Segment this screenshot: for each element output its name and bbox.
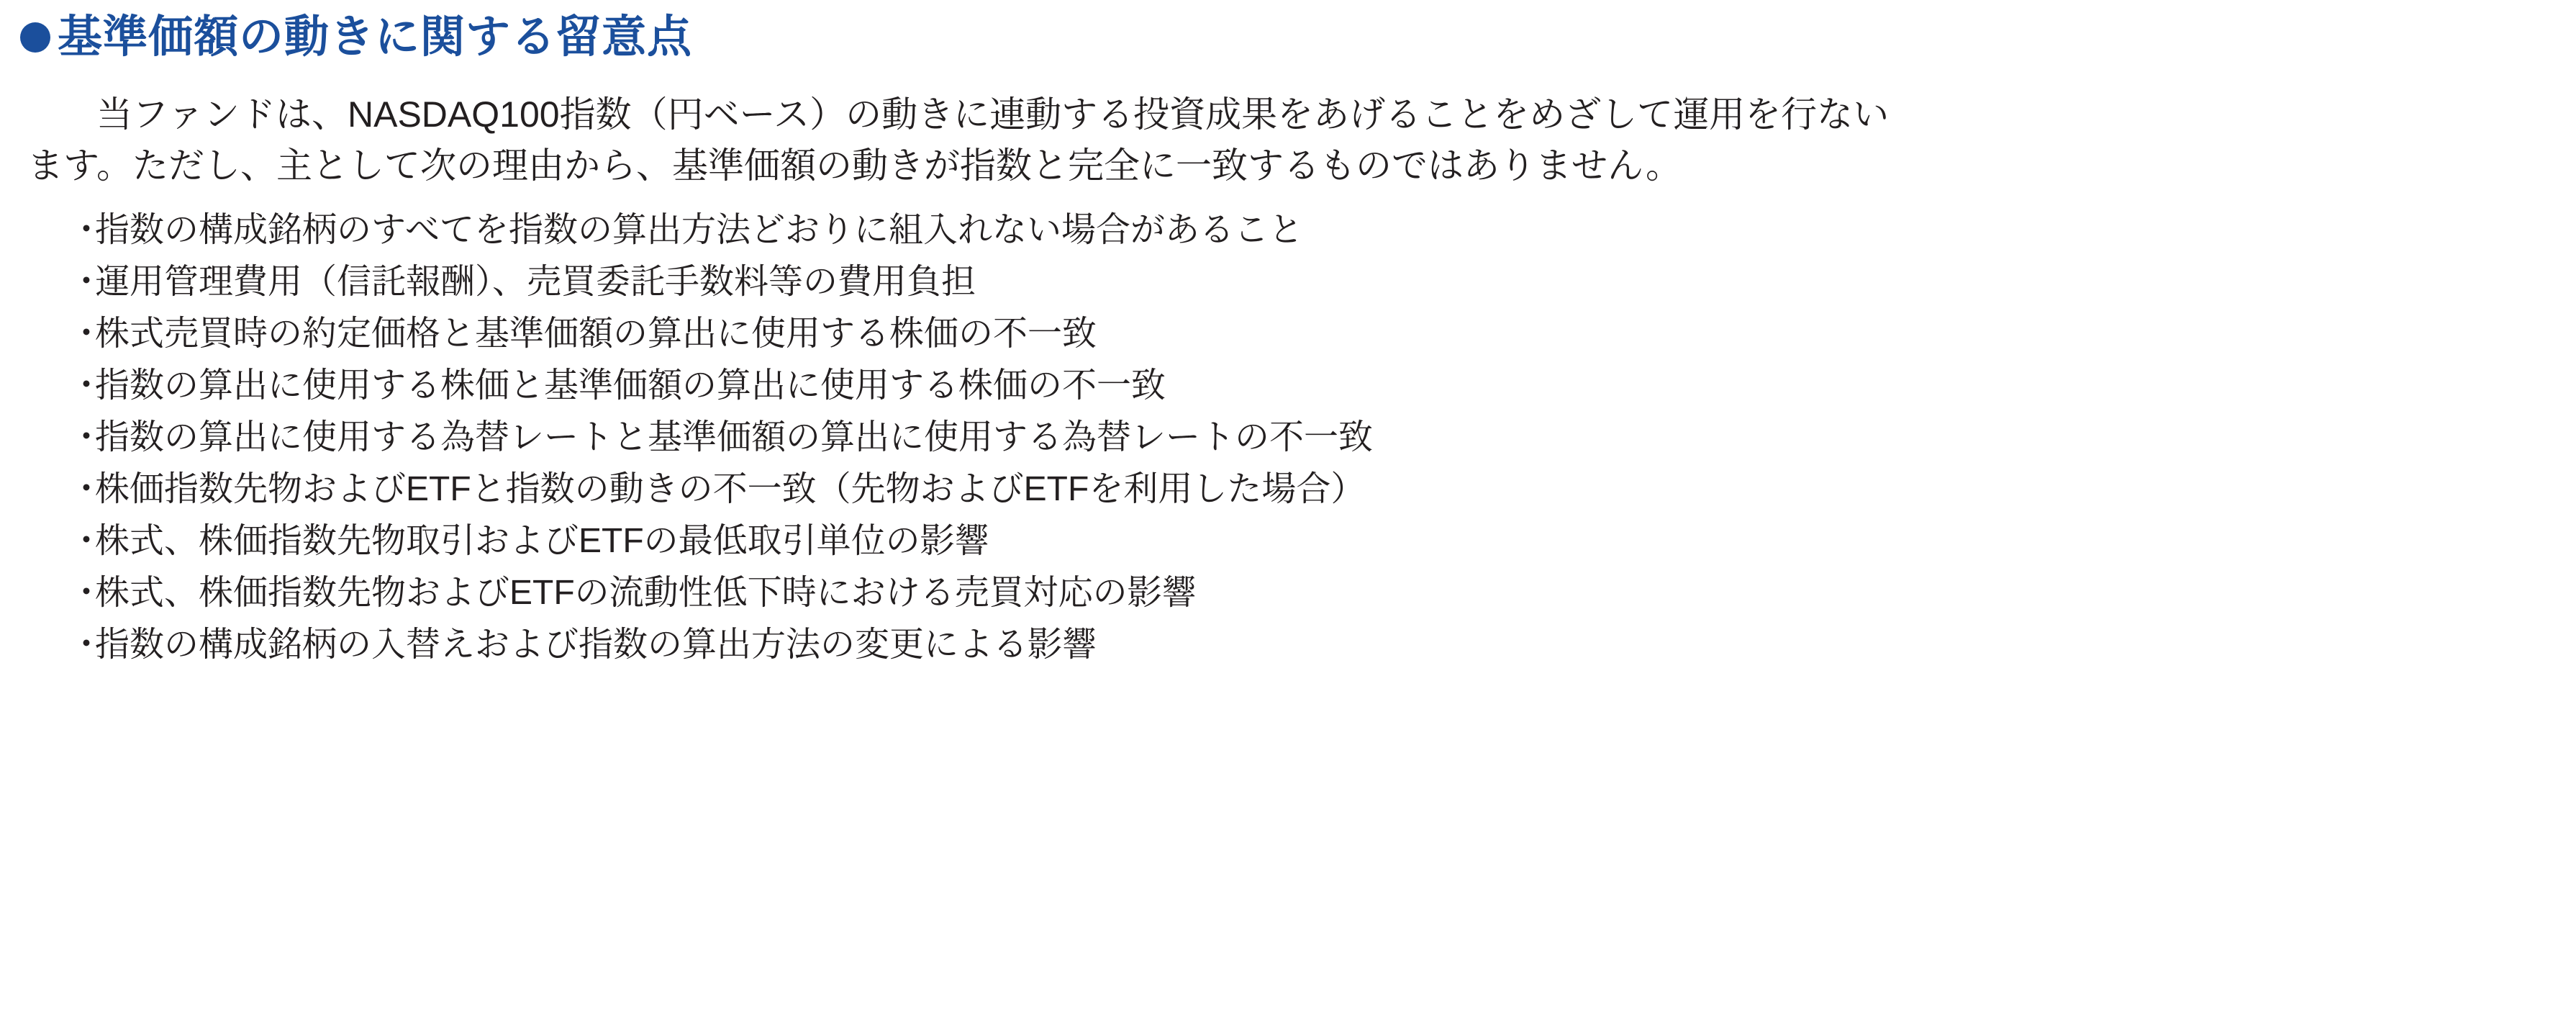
list-item [69, 574, 2576, 613]
list-item [69, 366, 2576, 405]
list-item-label: 株式売買時の約定価格と基準価額の算出に使用する株価の不一致 [95, 315, 1097, 353]
list-item-label: 株式、株価指数先物およびETFの流動性低下時における売買対応の影響 [95, 574, 1197, 613]
section-heading-text: 基準価額の動きに関する留意点 [58, 12, 693, 62]
intro-line: ます。ただし、主として次の理由から、基準価額の動きが指数と完全に一致するものではありません。 [27, 145, 1682, 186]
list-item-label: 株価指数先物およびETFと指数の動きの不一致（先物およびETFを利用した場合） [95, 470, 1366, 509]
list-item [69, 420, 2576, 455]
list-item-label: 指数の構成銘柄のすべてを指数の算出方法どおりに組入れない場合があること [95, 211, 1304, 250]
bullet-mark-icon: ・ [69, 470, 104, 509]
bullet-mark-icon: ・ [69, 315, 104, 353]
filled-circle-bullet-icon [20, 22, 50, 53]
bullet-mark-icon: ・ [69, 263, 104, 302]
list-item-label: 指数の算出に使用する為替レートと基準価額の算出に使用する為替レートの不一致 [95, 418, 1374, 457]
list-item [69, 524, 2576, 559]
list-item [69, 472, 2576, 507]
list-item [69, 628, 2576, 662]
bullet-mark-icon: ・ [69, 418, 104, 457]
document-page [0, 13, 2576, 1028]
bullet-mark-icon: ・ [69, 574, 104, 613]
list-item-label: 指数の構成銘柄の入替えおよび指数の算出方法の変更による影響 [95, 626, 1097, 664]
list-item-label: 指数の算出に使用する株価と基準価額の算出に使用する株価の不一致 [95, 366, 1166, 405]
section-heading [20, 13, 2576, 62]
list-item-label: 運用管理費用（信託報酬）、売買委託手数料等の費用負担 [95, 263, 976, 302]
list-item [69, 213, 2576, 248]
bullet-mark-icon: ・ [69, 211, 104, 250]
notes-bullet-list [69, 213, 2576, 662]
bullet-mark-icon: ・ [69, 522, 104, 561]
bullet-mark-icon: ・ [69, 366, 104, 405]
intro-paragraph [27, 89, 2547, 191]
list-item [69, 263, 2576, 302]
list-item-label: 株式、株価指数先物取引およびETFの最低取引単位の影響 [95, 522, 989, 561]
bullet-mark-icon: ・ [69, 626, 104, 664]
intro-line: 当ファンドは、NASDAQ100指数（円ベース）の動きに連動する投資成果をあげることをめざして運用を行ない [96, 94, 1890, 135]
list-item [69, 317, 2576, 351]
